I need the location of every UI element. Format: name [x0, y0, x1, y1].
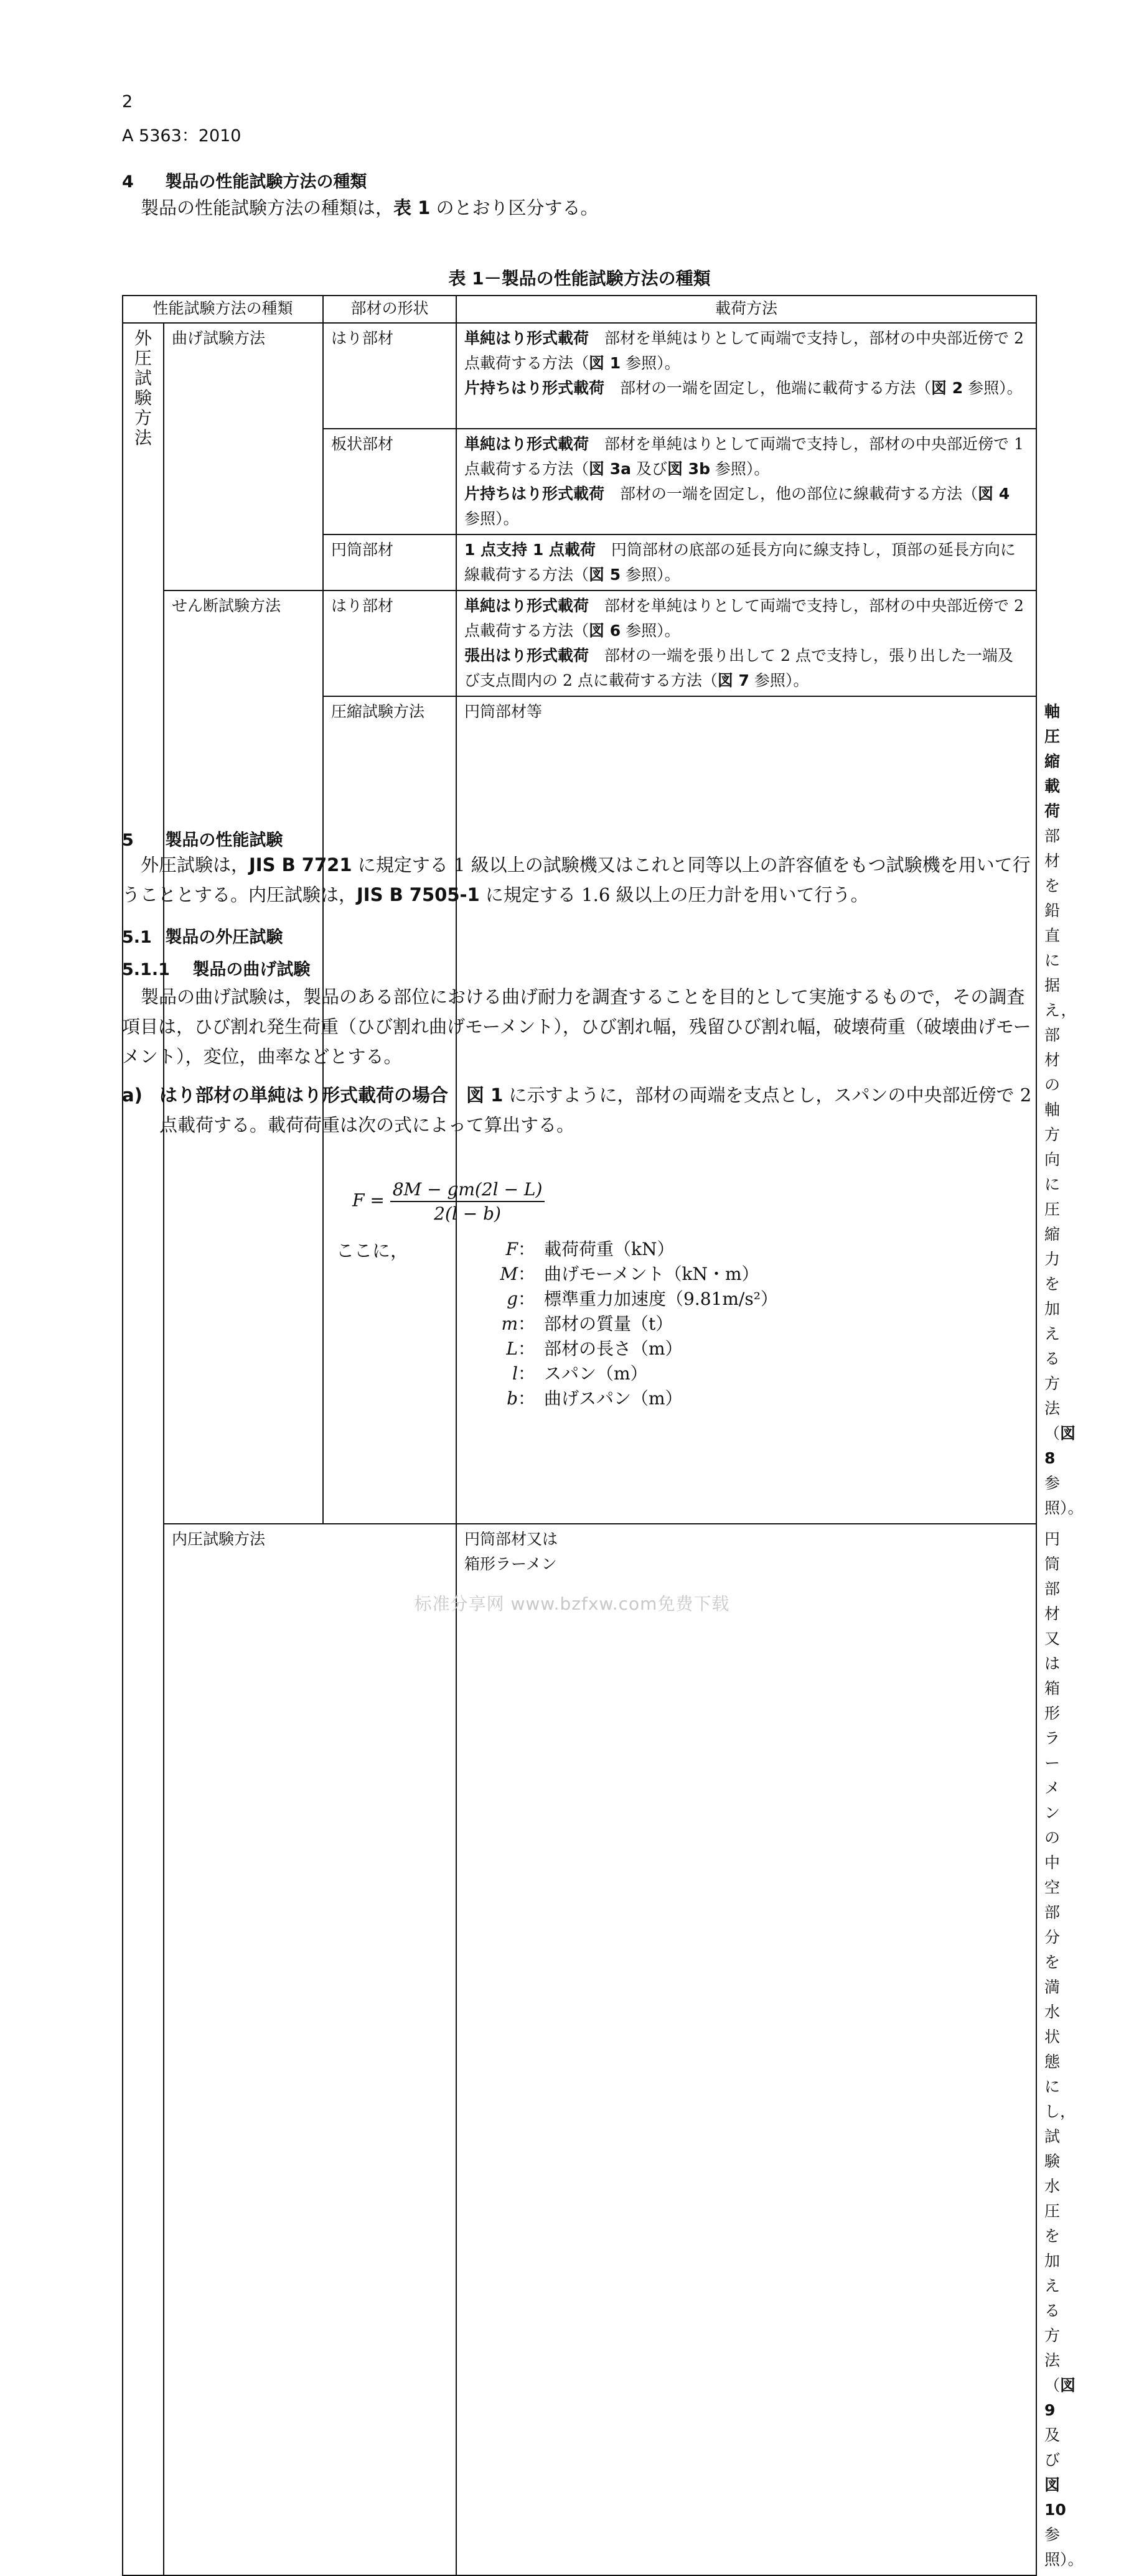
section-number: 5.1.1: [122, 960, 170, 979]
external-pressure-label: 外 圧 試 験 方 法: [123, 323, 164, 2575]
formula-lhs: F =: [352, 1190, 385, 1211]
test-method-table: [122, 295, 1084, 2576]
member-shape-cell: 円筒部材又は 箱形ラーメン: [456, 1524, 1036, 2575]
legend-row: M ： 曲げモーメント（kN・m）: [500, 1264, 759, 1284]
jis-reference: JIS B 7721: [249, 854, 352, 875]
test-type-cell: 圧縮試験方法: [323, 696, 456, 1524]
formula-denominator: 2(l − b): [434, 1203, 501, 1224]
member-shape-cell: 板状部材: [323, 429, 456, 534]
table-row: 圧縮試験方法 円筒部材等 軸圧縮載荷 部材を鉛直に据え，部材の軸方向に圧縮力を加える方法（図 8 参照）。: [123, 696, 1036, 1524]
legend-row: F ： 載荷荷重（kN）: [505, 1239, 675, 1259]
table-row: [123, 590, 1036, 696]
section-title: 製品の性能試験: [165, 831, 283, 850]
page-number: 2: [122, 92, 133, 111]
formula-numerator: 8M − gm(2l − L): [390, 1179, 545, 1202]
item-label: a): [122, 1085, 143, 1106]
member-shape-cell: 円筒部材: [323, 534, 456, 590]
figure-reference: 図 1: [466, 1085, 504, 1106]
legend-row: l ： スパン（m）: [512, 1363, 648, 1384]
jis-reference: JIS B 7505-1: [357, 884, 480, 905]
test-type-cell: せん断試験方法: [164, 590, 323, 1524]
symbol-legend: [473, 1237, 778, 1411]
test-type-cell: 曲げ試験方法: [164, 323, 323, 590]
section-title: 製品の性能試験方法の種類: [165, 172, 367, 192]
table-reference: 表 1: [393, 197, 431, 218]
member-shape-cell: はり部材: [323, 323, 456, 429]
body-text: 製品の性能試験方法の種類は，: [141, 197, 394, 218]
section-5-1-heading: [122, 923, 283, 948]
section-5-heading: [122, 826, 283, 851]
table-row: 内圧試験方法 円筒部材又は 箱形ラーメン 円筒部材又は箱形ラーメンの中空部分を満水状態にし，試験水圧を加える方法（図 9 及び図 10 参照）。: [123, 1524, 1036, 2575]
legend-row: L ： 部材の長さ（m）: [506, 1338, 683, 1359]
loading-method-cell: 単純はり形式載荷 部材を単純はりとして両端で支持し，部材の中央部近傍で 2 点載荷する方法（図 1 参照）。 片持ちはり形式載荷 部材の一端を固定し，他端に載荷する方法（図 2 参照）。: [456, 323, 1036, 429]
formula-fraction: [390, 1179, 545, 1224]
section-5-1-1-heading: [122, 956, 310, 980]
section-4-heading: [122, 168, 367, 192]
legend-row: b ： 曲げスパン（m）: [507, 1388, 683, 1409]
column-header: 載荷方法: [456, 296, 1036, 323]
test-type-cell: 内圧試験方法: [164, 1524, 456, 2575]
loading-method-cell: 1 点支持 1 点載荷 円筒部材の底部の延長方向に線支持し，頂部の延長方向に線載荷する方法（図 5 参照）。: [456, 534, 1036, 590]
column-header: 性能試験方法の種類: [123, 296, 323, 323]
section-4-body: [141, 193, 599, 223]
section-number: 5.1: [122, 928, 152, 947]
loading-method-cell: 単純はり形式載荷 部材を単純はりとして両端で支持し，部材の中央部近傍で 1 点載荷する方法（図 3a 及び図 3b 参照）。 片持ちはり形式載荷 部材の一端を固定し，他の部位に線載荷する方法（図 4 参照）。: [456, 429, 1036, 534]
section-title: 製品の外圧試験: [165, 928, 283, 947]
section-number: 5: [122, 831, 134, 850]
member-shape-cell: はり部材: [323, 590, 456, 696]
section-title: 製品の曲げ試験: [192, 960, 311, 979]
item-heading: はり部材の単純はり形式載荷の場合: [159, 1085, 449, 1106]
item-a: a) はり部材の単純はり形式載荷の場合 図 1 に示すように，部材の両端を支点とし，スパンの中央部近傍で 2 点載荷する。載荷荷重は次の式によって算出する。: [122, 1080, 1037, 1140]
body-text: のとおり区分する。: [430, 197, 599, 218]
load-formula: [352, 1179, 545, 1224]
section-5-body: 外圧試験は，JIS B 7721 に規定する 1 級以上の試験機又はこれと同等以上の許容値をもつ試験機を用いて行うこととする。内圧試験は，JIS B 7505-1 に規定する 1.6 級以上の圧力計を用いて行う。: [122, 854, 1031, 905]
loading-method-cell: 単純はり形式載荷 部材を単純はりとして両端で支持し，部材の中央部近傍で 2 点載荷する方法（図 6 参照）。 張出はり形式載荷 部材の一端を張り出して 2 点で支持し，張り出した一端及び支点間内の 2 点に載荷する方法（図 7 参照）。: [456, 590, 1036, 696]
section-5-1-1-body: 製品の曲げ試験は，製品のある部位における曲げ耐力を調査することを目的として実施するもので，その調査項目は，ひび割れ発生荷重（ひび割れ曲げモーメント），ひび割れ幅，残留ひび割れ幅，破壊荷重（破壊曲げモーメント），変位，曲率などとする。: [122, 986, 1031, 1067]
legend-row: g ： 標準重力加速度（9.81m/s²）: [507, 1289, 778, 1309]
standard-number: A 5363：2010: [122, 126, 241, 146]
table-header-row: [123, 296, 1036, 323]
column-header: 部材の形状: [323, 296, 456, 323]
watermark-text[interactable]: 标准分享网 www.bzfxw.com免费下载: [414, 1594, 730, 1614]
legend-row: m ： 部材の質量（t）: [501, 1314, 673, 1334]
member-shape-cell: 円筒部材等: [456, 696, 1036, 1524]
table-row: [123, 323, 1036, 429]
section-number: 4: [122, 172, 134, 192]
table-caption: 表 1－製品の性能試験方法の種類: [448, 268, 711, 289]
legend-intro: ここに，: [336, 1240, 409, 1261]
